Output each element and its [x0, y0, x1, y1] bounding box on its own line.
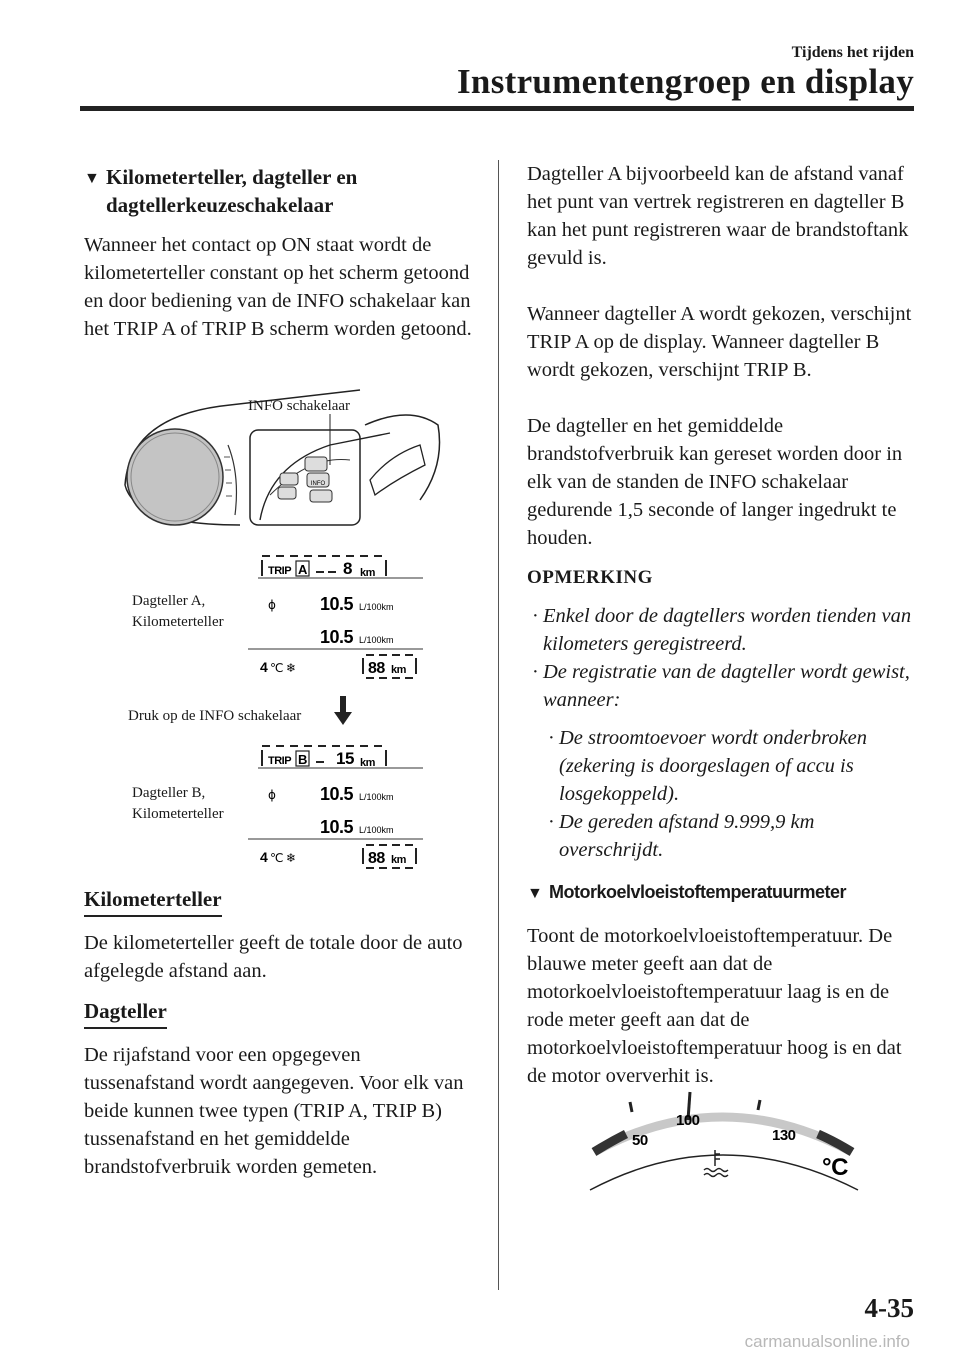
- gauge-label-100: 100: [676, 1112, 700, 1129]
- triangle-marker: ▼: [84, 170, 100, 187]
- right-paragraph-2: Wanneer dagteller A wordt gekozen, verschijnt TRIP A op de display. Wanneer dagteller B wordt gekozen, verschijnt TRIP B.: [527, 303, 912, 381]
- chapter-title: Instrumentengroep en display: [457, 62, 914, 101]
- trip-b-temp-unit: ℃: [270, 851, 284, 865]
- trip-a-temp-unit: ℃: [270, 661, 284, 675]
- trip-a-caption-line1: Dagteller A,: [132, 593, 206, 609]
- section-heading-temperature: [527, 878, 922, 908]
- trip-a-fuel-2: 10.5: [320, 627, 354, 647]
- odometer-heading: Kilometerteller: [84, 885, 222, 917]
- trip-b-odo-unit: km: [391, 854, 406, 866]
- trip-a-caption-line2: Kilometerteller: [132, 614, 224, 630]
- svg-text:ɸ: ɸ: [268, 788, 276, 802]
- trip-b-odo: 88: [368, 850, 385, 867]
- heading-text: Kilometerteller, dagteller en dagtellerkeuzeschakelaar: [106, 165, 358, 217]
- coolant-thermometer-icon: [704, 1150, 728, 1177]
- note-sub-bullet-1: · De stroomtoevoer wordt onderbroken (zekering is doorgeslagen of accu is losgekoppeld).: [548, 727, 868, 805]
- note-bullet-1: · Enkel door de dagtellers worden tienden van kilometers geregistreerd.: [532, 605, 912, 655]
- svg-text:ɸ: ɸ: [268, 598, 276, 612]
- trip-b-fuel-unit-1: L/100km: [359, 792, 394, 802]
- temperature-text: Toont de motorkoelvloeistoftemperatuur. De blauwe meter geeft aan dat de motorkoelvloeistoftemperatuur laag is en de rode meter geeft aan dat de motorkoelvloeistoftemperatuur hoog is en dat de motor oververhit is.: [527, 925, 902, 1087]
- trip-b-letter: B: [298, 752, 307, 767]
- section-title: Tijdens het rijden: [791, 44, 914, 61]
- trip-a-value: 8: [343, 559, 352, 578]
- trip-b-fuel-unit-2: L/100km: [359, 825, 394, 835]
- press-info-label: Druk op de INFO schakelaar: [128, 708, 302, 724]
- header-rule: [80, 106, 914, 111]
- trip-b-caption-line2: Kilometerteller: [132, 806, 224, 822]
- trip-a-fuel-unit-1: L/100km: [359, 602, 394, 612]
- info-button-label: INFO: [310, 481, 326, 487]
- trip-b-caption-line1: Dagteller B,: [132, 785, 206, 801]
- triangle-marker: ▼: [527, 885, 543, 902]
- trip-b-fuel-1: 10.5: [320, 784, 354, 804]
- trip-text: De rijafstand voor een opgegeven tussenafstand wordt aangegeven. Voor elk van beide kunnen twee typen (TRIP A, TRIP B) tussenafstand en het gemiddelde brandstofverbruik worden gemeten.: [84, 1044, 464, 1178]
- note-sub-bullet-2: · De gereden afstand 9.999,9 km overschrijdt.: [548, 811, 815, 861]
- trip-a-display: [248, 552, 428, 682]
- snowflake-icon: ❄: [286, 851, 297, 865]
- gauge-label-130: 130: [772, 1127, 796, 1144]
- trip-b-word: TRIP: [268, 755, 292, 767]
- watermark: carmanualsonline.info: [744, 1332, 910, 1351]
- column-divider: [498, 160, 499, 1290]
- snowflake-icon: ❄: [286, 661, 297, 675]
- trip-b-unit: km: [360, 757, 375, 769]
- trip-a-odo-unit: km: [391, 664, 406, 676]
- trip-b-display: [248, 742, 428, 872]
- trip-a-temp: 4: [260, 659, 268, 675]
- trip-b-temp: 4: [260, 849, 268, 865]
- temp-heading-text: Motorkoelvloeistoftemperatuurmeter: [549, 882, 847, 902]
- right-paragraph-3: De dagteller en het gemiddelde brandstofverbruik kan gereset worden door in elk van de standen de INFO schakelaar gedurende 1,5 seconde of langer ingedrukt te houden.: [527, 415, 903, 549]
- gauge-label-50: 50: [632, 1132, 648, 1149]
- trip-b-value: 15: [336, 749, 354, 768]
- odometer-text: De kilometerteller geeft de totale door de auto afgelegde afstand aan.: [84, 932, 463, 982]
- section-heading-odometer: [84, 163, 474, 219]
- page-number: 4-35: [864, 1293, 914, 1323]
- trip-b-fuel-2: 10.5: [320, 817, 354, 837]
- trip-a-fuel-unit-2: L/100km: [359, 635, 394, 645]
- trip-a-letter: A: [298, 562, 307, 577]
- note-bullet-2: · De registratie van de dagteller wordt gewist, wanneer:: [532, 661, 910, 711]
- trip-a-word: TRIP: [268, 565, 292, 577]
- trip-heading: Dagteller: [84, 997, 167, 1029]
- gauge-unit: °C: [822, 1154, 848, 1181]
- note-heading: OPMERKING: [527, 567, 653, 588]
- left-column-lower: [84, 885, 474, 1181]
- intro-paragraph: Wanneer het contact op ON staat wordt de kilometerteller constant op het scherm getoond en door bediening van de INFO schakelaar kan het TRIP A of TRIP B scherm worden getoond.: [84, 234, 472, 340]
- arrow-down-icon: [333, 696, 353, 726]
- trip-a-odo: 88: [368, 660, 385, 677]
- right-column: [527, 160, 922, 1090]
- coolant-temperature-gauge: [582, 1082, 872, 1197]
- trip-a-unit: km: [360, 567, 375, 579]
- left-column: [84, 163, 474, 343]
- right-paragraph-1: Dagteller A bijvoorbeeld kan de afstand vanaf het punt van vertrek registreren en dagteller B kan het punt registreren waar de brandstoftank gevuld is.: [527, 163, 909, 269]
- trip-a-fuel-1: 10.5: [320, 594, 354, 614]
- info-switch-label: INFO schakelaar: [248, 398, 351, 414]
